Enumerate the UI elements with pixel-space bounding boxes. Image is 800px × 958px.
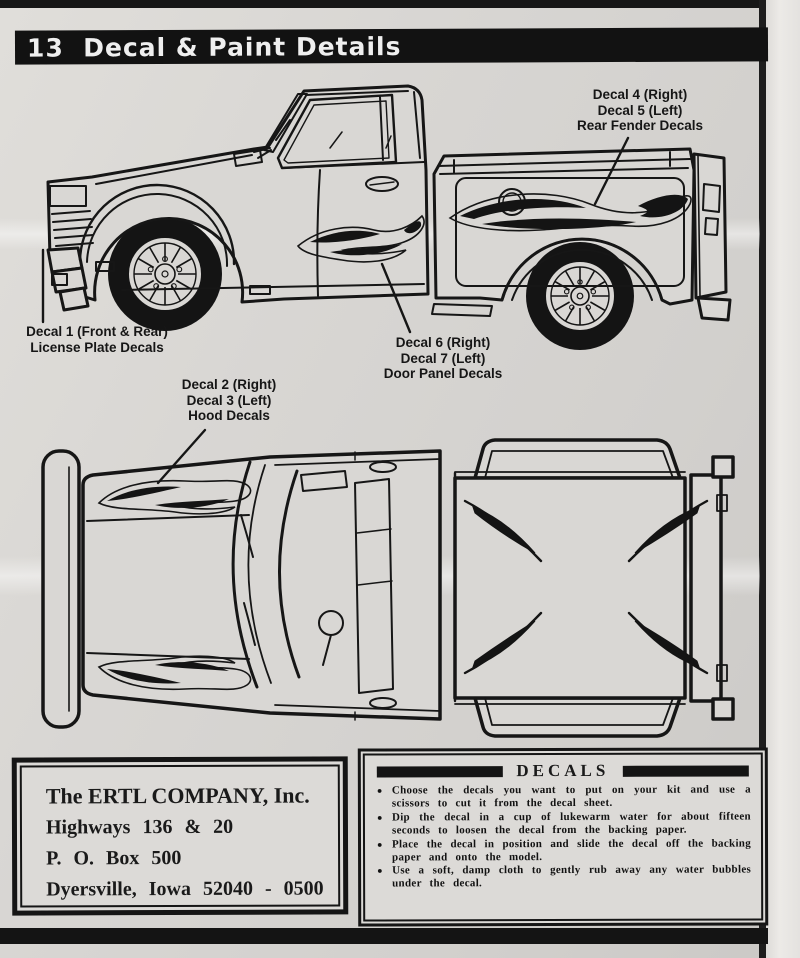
decal-step-text: Choose the decals you want to put on your kit and use a scissors to cut it from the decal sheet. <box>391 783 751 810</box>
callout-line: Door Panel Decals <box>383 366 503 381</box>
company-name: The ERTL COMPANY, Inc. <box>45 782 310 809</box>
decal-step-item <box>375 810 751 837</box>
bullet-icon: ● <box>377 839 383 850</box>
decals-box-header <box>377 761 749 782</box>
header-rule-right <box>623 765 749 776</box>
page-bottom-rule <box>0 928 768 944</box>
callout-line: Decal 6 (Right) <box>395 335 491 350</box>
callout-line: Decal 7 (Left) <box>400 350 486 366</box>
company-address-inner <box>20 764 340 907</box>
decal-steps-list <box>375 784 751 891</box>
bullet-icon: ● <box>377 865 383 876</box>
page-right-margin <box>766 0 800 958</box>
decals-instructions-box <box>358 747 768 926</box>
callout-rear-fender-decals <box>545 87 735 134</box>
callout-door-panel-decals <box>352 335 534 382</box>
page-top-edge <box>0 0 800 8</box>
company-address-line: P. O. Box 500 <box>46 846 182 870</box>
decal-step-text: Use a soft, damp cloth to gently rub away any water bubbles under the decal. <box>392 863 752 890</box>
decals-box-title: DECALS <box>516 760 610 781</box>
company-address-box <box>12 756 349 915</box>
callout-line: Decal 1 (Front & Rear) <box>26 324 168 339</box>
section-title-bar <box>15 27 768 64</box>
callout-line: License Plate Decals <box>30 339 164 355</box>
callout-license-plate-decals <box>8 324 186 355</box>
callout-line: Hood Decals <box>188 408 270 423</box>
callout-line: Decal 2 (Right) <box>181 377 277 392</box>
truck-body-top <box>43 440 733 736</box>
decal-step-item <box>375 864 751 891</box>
callout-line: Decal 4 (Right) <box>592 87 688 102</box>
company-address-line: Dyersville, Iowa 52040 - 0500 <box>46 877 324 901</box>
decal-step-text: Dip the decal in a cup of lukewarm water for about fifteen seconds to loosen the decal from the backing paper. <box>391 810 751 837</box>
company-address-line: Highways 136 & 20 <box>45 815 234 839</box>
decal-step-text: Place the decal in position and slide the decal off the backing paper and onto the model. <box>392 837 752 863</box>
truck-top-view-drawing <box>35 415 765 755</box>
callout-hood-decals <box>140 377 318 424</box>
section-title: 13 Decal & Paint Details <box>26 31 402 63</box>
callout-line: Decal 5 (Left) <box>597 102 683 118</box>
callout-line: Rear Fender Decals <box>576 118 704 133</box>
callout-line: Decal 3 (Left) <box>186 392 272 408</box>
header-rule-left <box>377 766 503 777</box>
decal-step-item <box>375 784 751 811</box>
bullet-icon: ● <box>376 785 383 796</box>
decal-step-item <box>375 837 751 864</box>
bullet-icon: ● <box>376 812 383 823</box>
decals-instructions-inner <box>363 752 763 921</box>
